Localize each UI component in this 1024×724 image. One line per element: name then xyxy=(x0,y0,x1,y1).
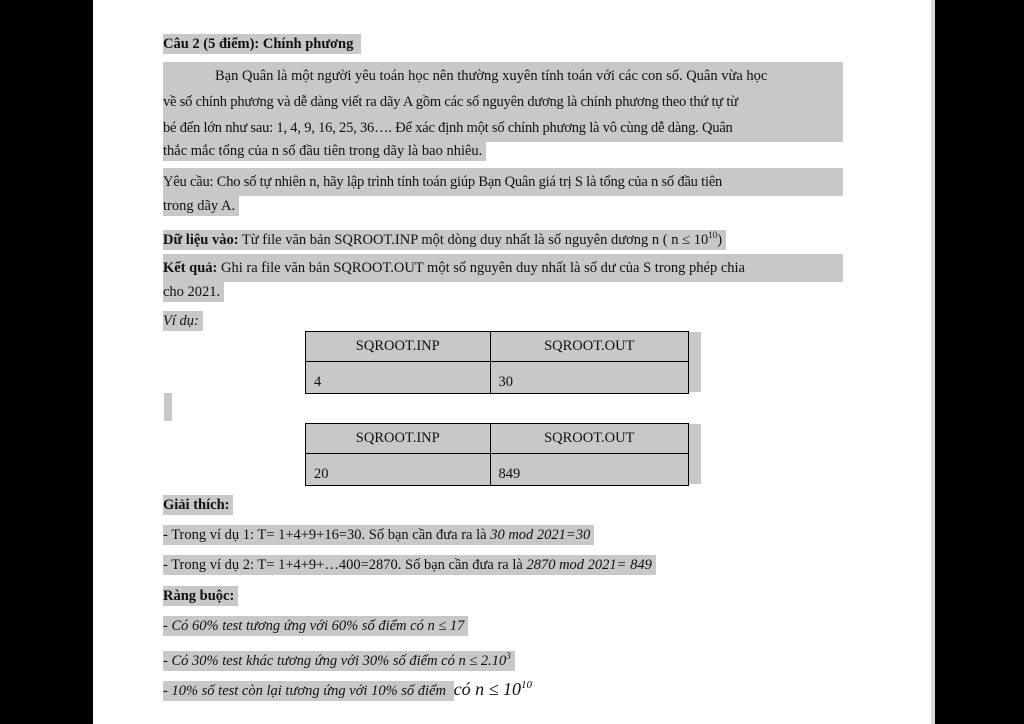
output-spec-line-2: cho 2021. xyxy=(163,280,224,304)
explanation-title: Giải thích: xyxy=(163,493,233,517)
explanation-example-2: - Trong ví dụ 2: T= 1+4+9+…400=2870. Số bạn cần đưa ra là 2870 mod 2021= 849 xyxy=(163,553,656,577)
empty-line-highlight xyxy=(164,393,172,421)
example-label: Ví dụ: xyxy=(163,309,203,333)
document-page xyxy=(93,0,931,724)
table-header-row xyxy=(306,332,689,362)
requirement-line-2: trong dãy A. xyxy=(163,194,239,218)
example-table-2 xyxy=(305,423,689,486)
intro-line-4: thắc mắc tổng của n số đầu tiên trong dãy là bao nhiêu. xyxy=(163,139,486,163)
formula-2: 2870 mod 2021= 849 xyxy=(526,557,652,573)
example-table-1 xyxy=(305,331,689,394)
example-input-value: 20 xyxy=(306,454,491,486)
question-heading-text: Câu 2 (5 điểm): Chính phương xyxy=(163,34,361,54)
input-spec-label: Dữ liệu vào: xyxy=(163,231,239,248)
formula-3: có $n \le 10^{10}$ xyxy=(453,679,532,699)
table-row xyxy=(306,454,689,486)
explanation-example-1: - Trong ví dụ 1: T= 1+4+9+16=30. Số bạn cần đưa ra là 30 mod 2021=30 xyxy=(163,523,594,547)
intro-line-3: bé đến lớn như sau: 1, 4, 9, 16, 25, 36…. Để xác định một số chính phương là vô cùng dễ dàng. Quân xyxy=(163,114,843,142)
output-spec-line-1 xyxy=(163,254,843,282)
formula-1: 30 mod 2021=30 xyxy=(490,527,591,543)
input-spec: Dữ liệu vào: Từ file văn bản SQROOT.INP một dòng duy nhất là số nguyên dương n ( $n \le 10^{10}$) xyxy=(163,223,726,252)
constraint-3: - 10% số test còn lại tương ứng với 10% số điểm có $n \le 10^{10}$ xyxy=(163,679,532,699)
input-spec-text: Từ file văn bản SQROOT.INP một dòng duy nhất là số nguyên dương n ( n ≤ 10 xyxy=(238,231,709,248)
constraint-2: - Có 30% test khác tương ứng với 30% số điểm có $n \le 2.10^3$ xyxy=(163,644,515,673)
intro-line-1: Bạn Quân là một người yêu toán học nên thường xuyên tính toán với các con số. Quân vừa học xyxy=(163,62,843,90)
table-header-output: SQROOT.OUT xyxy=(490,332,689,362)
table-header-output: SQROOT.OUT xyxy=(490,424,689,454)
page-edge xyxy=(931,0,935,724)
input-spec-exponent: 10 xyxy=(708,230,718,240)
constraint-1: - Có 60% test tương ứng với 60% số điểm có n ≤ 17 xyxy=(163,614,468,638)
example-output-value: 30 xyxy=(490,362,689,394)
table-header-row xyxy=(306,424,689,454)
output-spec-label: Kết quả: xyxy=(163,260,218,276)
output-spec-text: Ghi ra file văn bản SQROOT.OUT một số nguyên duy nhất là số dư của S trong phép chia xyxy=(217,260,745,276)
table-header-input: SQROOT.INP xyxy=(306,424,491,454)
table-header-input: SQROOT.INP xyxy=(306,332,491,362)
question-heading xyxy=(163,32,361,56)
table-highlight-edge xyxy=(689,424,701,484)
requirement-line-1: Yêu cầu: Cho số tự nhiên n, hãy lập trình tính toán giúp Bạn Quân giá trị S là tổng của n số đầu tiên xyxy=(163,168,843,196)
example-input-value: 4 xyxy=(306,362,491,394)
intro-line-2: về số chính phương và dễ dàng viết ra dãy A gồm các số nguyên dương là chính phương theo thứ tự từ xyxy=(163,88,843,116)
constraints-title: Ràng buộc: xyxy=(163,584,238,608)
example-output-value: 849 xyxy=(490,454,689,486)
table-highlight-edge xyxy=(689,332,701,392)
table-row xyxy=(306,362,689,394)
